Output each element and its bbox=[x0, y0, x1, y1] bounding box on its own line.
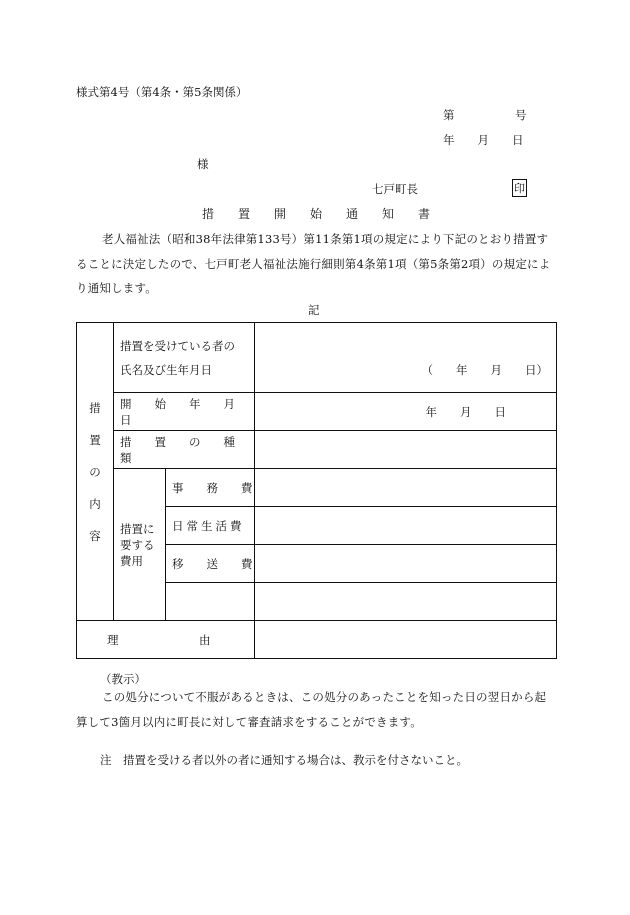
birth-date-parentheses: （ 年 月 日） bbox=[421, 363, 548, 377]
living-cost-field[interactable] bbox=[255, 507, 557, 545]
document-date: 年 月 日 bbox=[443, 133, 524, 147]
seal-mark: 印 bbox=[512, 179, 527, 197]
cost-item-label bbox=[166, 583, 255, 621]
measure-table bbox=[76, 322, 557, 659]
notice-body: この処分について不服があるときは、この処分のあったことを知った日の翌日から起算して3箇月以内に町長に対して審査請求をすることができます。 bbox=[76, 690, 547, 729]
name-birth-field[interactable] bbox=[255, 323, 557, 393]
notice-heading: （教示） bbox=[100, 672, 146, 686]
cost-item-label: 事 務 費 bbox=[166, 469, 255, 507]
form-id: 様式第4号（第4条・第5条関係） bbox=[76, 85, 248, 99]
ki-label: 記 bbox=[308, 303, 320, 317]
note: 注 措置を受ける者以外の者に通知する場合は、教示を付さないこと。 bbox=[100, 753, 468, 767]
name-birth-label: 措置を受けている者の 氏名及び生年月日 bbox=[114, 323, 255, 393]
addressee: 様 bbox=[197, 157, 209, 171]
reason-label: 理 由 bbox=[77, 621, 255, 659]
start-date-label: 開 始 年 月 日 bbox=[114, 393, 255, 431]
cost-item-label: 日常生活費 bbox=[166, 507, 255, 545]
document-title: 措 置 開 始 通 知 書 bbox=[202, 207, 431, 221]
document-number: 第 号 bbox=[443, 108, 527, 122]
start-date-placeholder: 年 月 日 bbox=[425, 404, 506, 419]
section-label-cell: 措 置 の 内 容 bbox=[77, 323, 114, 621]
cost-item-label: 移 送 費 bbox=[166, 545, 255, 583]
transport-cost-field[interactable] bbox=[255, 545, 557, 583]
measure-kind-field[interactable] bbox=[255, 431, 557, 469]
body-text: 老人福祉法（昭和38年法律第133号）第11条第1項の規定により下記のとおり措置することに決定したので、七戸町老人福祉法施行細則第4条第1項（第5条第2項）の規定により通知します。 bbox=[76, 232, 551, 295]
administrative-cost-field[interactable] bbox=[255, 469, 557, 507]
other-cost-field[interactable] bbox=[255, 583, 557, 621]
start-date-field[interactable] bbox=[255, 393, 557, 431]
reason-field[interactable] bbox=[255, 621, 557, 659]
measure-kind-label: 措 置 の 種 類 bbox=[114, 431, 255, 469]
issuer: 七戸町長 bbox=[372, 182, 418, 196]
cost-label: 措置に 要する 費用 bbox=[114, 469, 166, 621]
